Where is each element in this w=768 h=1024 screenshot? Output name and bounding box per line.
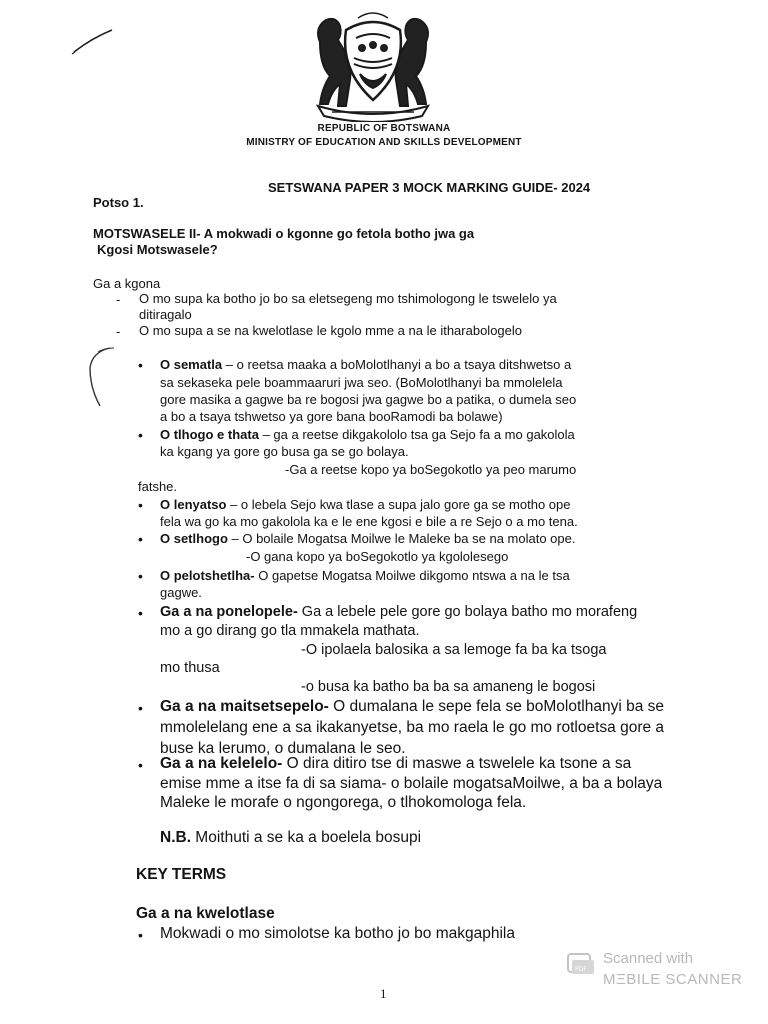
watermark-line2: MΞBILE SCANNER <box>603 971 743 988</box>
point-1-line2: sa sekaseka pele boammaaruri jwa seo. (BoMolotlhanyi ba mmolelela <box>160 375 563 390</box>
country-heading: REPUBLIC OF BOTSWANA <box>317 123 451 134</box>
point-1-line4: a bo a tsaya tshwetso ya gore bana booRamodi ba bolawe) <box>160 409 503 424</box>
point-2-line4: fatshe. <box>138 479 178 494</box>
nb-note: N.B. Moithuti a se ka a boelela bosupi <box>160 829 422 846</box>
point-2-line3: -Ga a reetse kopo ya boSegokotlo ya peo marumo <box>285 462 577 477</box>
watermark-line1: Scanned with <box>603 950 694 967</box>
question-prompt-line2: Kgosi Motswasele? <box>97 242 218 257</box>
bullet-marker: • <box>138 757 143 773</box>
key-terms-subheading: Ga a na kwelotlase <box>136 905 275 922</box>
dash-marker: - <box>116 292 121 307</box>
bullet-marker: • <box>138 357 143 373</box>
dash-marker: - <box>116 324 121 339</box>
scanner-app-icon <box>566 952 596 976</box>
point-4-line2: -O gana kopo ya boSegokotlo ya kgololesego <box>246 549 509 564</box>
point-3-line2: fela wa go ka mo gakolola ka e le ene kgosi e bile a re Sejo o a mo tena. <box>160 514 578 529</box>
key-terms-heading: KEY TERMS <box>136 866 227 883</box>
point-5-line2: gagwe. <box>160 585 202 600</box>
point-1-line3: gore masika a gagwe ba re bogosi jwa gagwe bo a patika, o dumela seo <box>160 392 577 407</box>
svg-text:PDF: PDF <box>575 966 587 973</box>
botswana-coat-of-arms-logo <box>298 12 448 122</box>
point-2-line1: O tlhogo e thata – ga a reetse dikgakololo tsa ga Sejo fa a mo gakolola <box>160 427 575 442</box>
bullet-marker: • <box>138 568 143 584</box>
bullet-marker: • <box>138 497 143 513</box>
bullet-marker: • <box>138 605 143 621</box>
point-5-line1: O pelotshetlha- O gapetse Mogatsa Moilwe dikgomo ntswa a na le tsa <box>160 568 570 583</box>
key-term-item-1: Mokwadi o mo simolotse ka botho jo bo makgaphila <box>160 925 515 942</box>
point-8-line3: Maleke le morafe o ngongorega, o tlhokomologa fela. <box>160 794 527 811</box>
bullet-marker: • <box>138 427 143 443</box>
point-8-line1: Ga a na kelelelo- O dira ditiro tse di maswe a tswelele ka tsone a sa <box>160 755 632 772</box>
point-7-line3: buse ka lerumo, o dumalana le seo. <box>160 740 406 757</box>
ministry-heading: MINISTRY OF EDUCATION AND SKILLS DEVELOPMENT <box>246 137 522 148</box>
bullet-marker: • <box>138 927 143 943</box>
point-1-line1: O sematla – o reetsa maaka a boMolotlhanyi a bo a tsaya ditshwetso a <box>160 357 572 372</box>
bullet-marker: • <box>138 700 143 716</box>
point-6-line3: -O ipolaela balosika a sa lemoge fa ba ka tsoga <box>301 642 607 658</box>
question-number: Potso 1. <box>93 195 144 210</box>
bullet-marker: • <box>138 531 143 547</box>
answer-intro: Ga a kgona <box>93 276 161 291</box>
point-7-line2: mmolelelang ene a sa ikakanyetse, ba mo raela le go mo rotloetsa gore a <box>160 719 665 736</box>
dash-item-1-line1: O mo supa ka botho jo bo sa eletsegeng mo tshimologong le tswelelo ya <box>139 291 557 306</box>
point-6-line4: mo thusa <box>160 660 220 676</box>
question-prompt-line1: MOTSWASELE II- A mokwadi o kgonne go fetola botho jwa ga <box>93 226 475 241</box>
page-number: 1 <box>380 986 387 1001</box>
point-6-line1: Ga a na ponelopele- Ga a lebele pele gore go bolaya batho mo morafeng <box>160 604 638 620</box>
pen-stroke-mark <box>70 26 116 56</box>
point-4-line1: O setlhogo – O bolaile Mogatsa Moilwe le Maleke ba se na molato ope. <box>160 531 576 546</box>
page-title: SETSWANA PAPER 3 MOCK MARKING GUIDE- 2024 <box>268 180 591 195</box>
point-6-line5: -o busa ka batho ba ba sa amaneng le bogosi <box>301 679 596 695</box>
point-8-line2: emise mme a itse fa di sa siama- o bolaile mogatsaMoilwe, a ba a bolaya <box>160 775 663 792</box>
point-3-line1: O lenyatso – o lebela Sejo kwa tlase a supa jalo gore ga se motho ope <box>160 497 571 512</box>
point-6-line2: mo a go dirang go tla mmakela mathata. <box>160 623 420 639</box>
dash-item-2-line1: O mo supa a se na kwelotlase le kgolo mme a na le itharabologelo <box>139 323 522 338</box>
dash-item-1-line2: ditiragalo <box>139 307 192 322</box>
point-7-line1: Ga a na maitsetsepelo- O dumalana le sepe fela se boMolotlhanyi ba se <box>160 698 665 715</box>
handwritten-bracket-mark <box>86 344 116 414</box>
point-2-line2: ka kgang ya gore go busa ga se go bolaya. <box>160 444 409 459</box>
